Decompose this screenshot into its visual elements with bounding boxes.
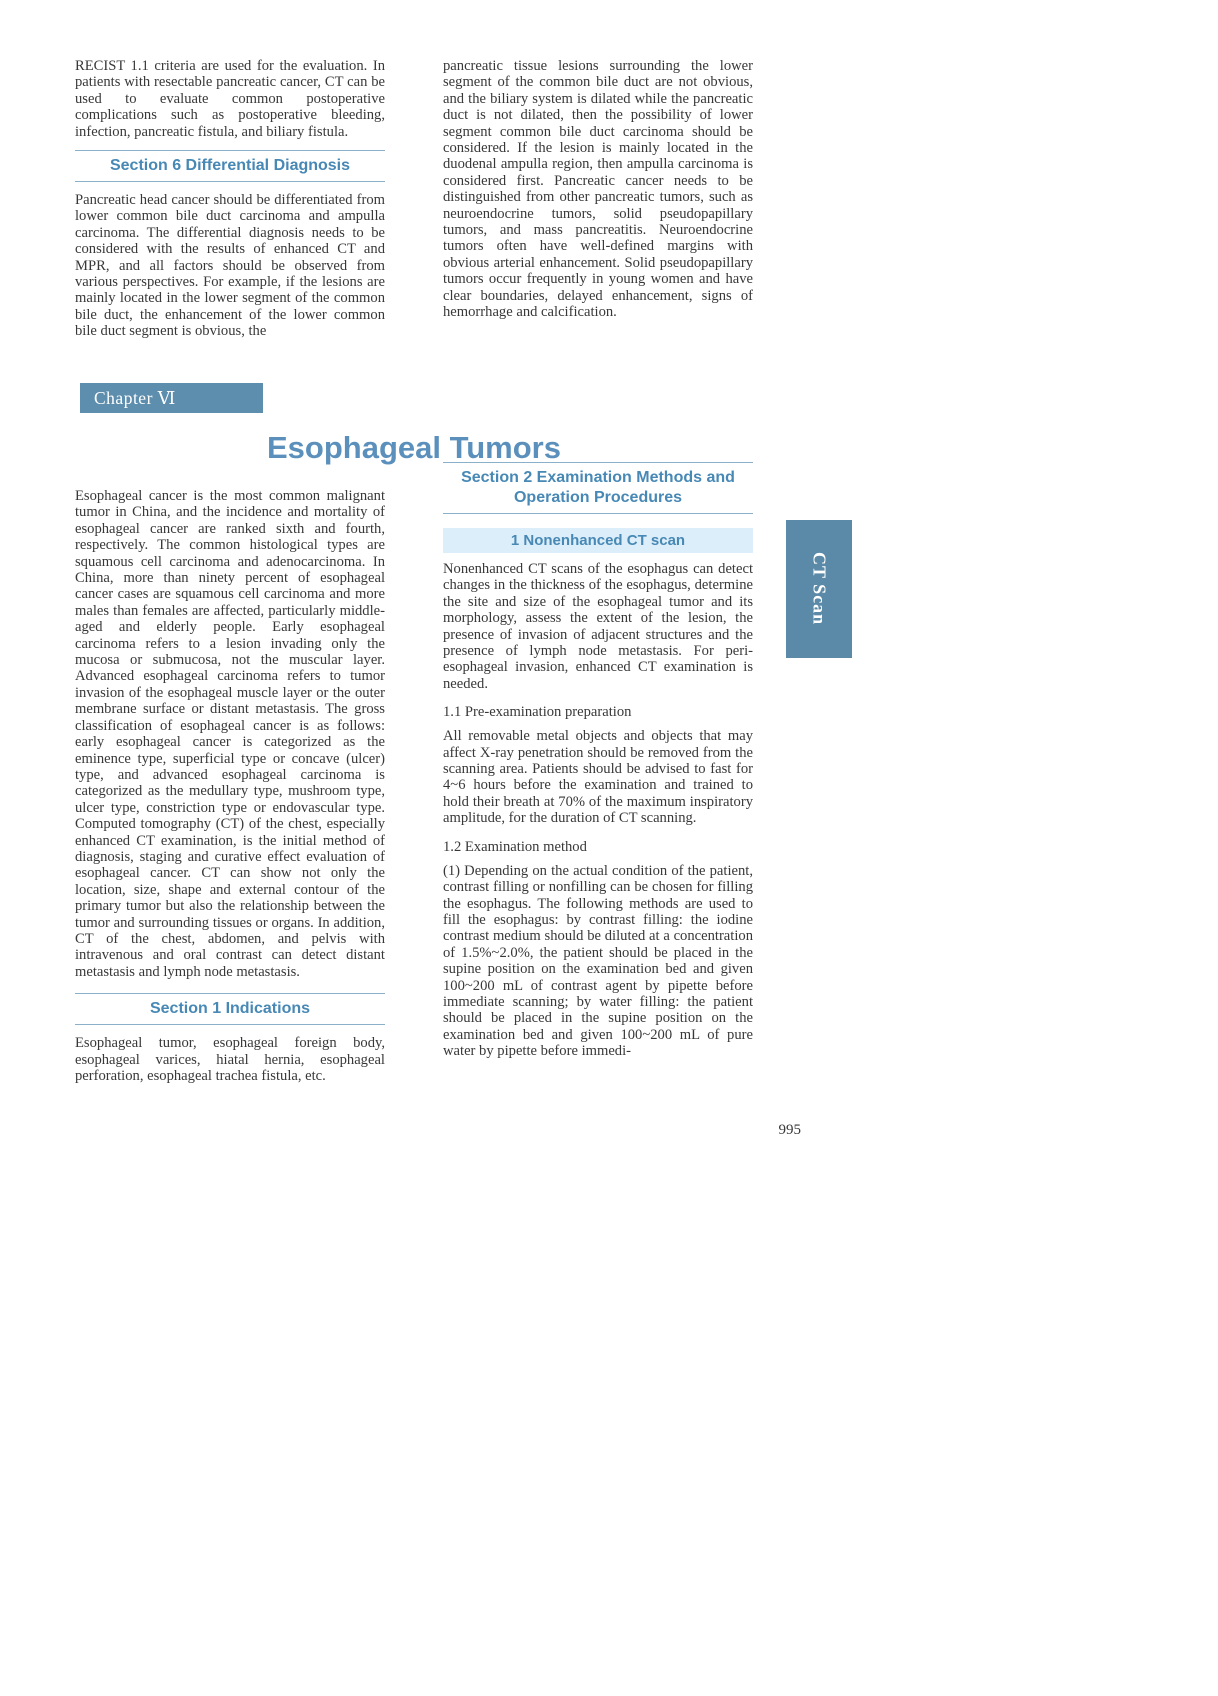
paragraph: Pancreatic head cancer should be differentiated from lower common bile duct carcinoma and ampulla carcinoma. The differential diagnosis needs to be considered with the results of enhanced CT and MPR, and all factors should be observed from various perspectives. For example, if the lesions are mainly located in the lower segment of the common bile duct, the enhancement of the lower common bile duct segment is obvious, the: [75, 192, 385, 340]
chapter-banner: Chapter Ⅵ: [80, 383, 263, 413]
paragraph: pancreatic tissue lesions surrounding the lower segment of the common bile duct are not obvious, and the biliary system is dilated while the pancreatic duct is not dilated, then the possibility of lower segment common bile duct carcinoma should be considered. If the lesion is mainly located in the duodenal ampulla region, then ampulla carcinoma is considered first. Pancreatic cancer needs to be distinguished from other pancreatic tumors, such as neuroendocrine tumors, solid pseudopapillary tumors, and mass pancreatitis. Neuroendocrine tumors often have well-defined margins with obvious arterial enhancement. Solid pseudopapillary tumors occur frequently in young women and have clear boundaries, delayed enhancement, signs of hemorrhage and calcification.: [443, 58, 753, 321]
main-left-column: [75, 462, 385, 1084]
chapter-body: [75, 462, 753, 1084]
section-6-heading-block: [75, 150, 385, 182]
section-heading: [443, 463, 753, 513]
main-right-column: [443, 462, 753, 1084]
paragraph: All removable metal objects and objects that may affect X-ray penetration should be removed from the scanning area. Patients should be advised to fast for 4~6 hours before the examination and trained to hold their breath at 70% of the maximum inspiratory amplitude, for the duration of CT scanning.: [443, 728, 753, 827]
chapter-title: Esophageal Tumors: [267, 430, 561, 465]
heading-rule: [75, 1024, 385, 1025]
paragraph: Esophageal tumor, esophageal foreign body, esophageal varices, hiatal hernia, esophageal perforation, esophageal trachea fistula, etc.: [75, 1035, 385, 1084]
section-heading: Section 1 Indications: [149, 1000, 311, 1018]
section-2-heading-block: [443, 462, 753, 514]
heading-rule: [75, 181, 385, 182]
section-heading: Section 6 Differential Diagnosis: [109, 157, 351, 175]
side-tab-label: CT Scan: [809, 552, 830, 626]
previous-chapter-end: [75, 58, 753, 340]
subheading-1-2: 1.2 Examination method: [443, 838, 587, 855]
paragraph: Nonenhanced CT scans of the esophagus can detect changes in the thickness of the esophagus, determine the site and size of the esophageal tumor and its morphology, assess the extent of the lesion, the presence of invasion of adjacent structures and the presence of lymph node metastasis. For peri-esophageal invasion, enhanced CT examination is needed.: [443, 561, 753, 692]
side-index-tab: [786, 520, 852, 658]
chapter-intro-paragraph: Esophageal cancer is the most common malignant tumor in China, and the incidence and mortality of esophageal cancer are ranked sixth and fourth, respectively. The common histological types are squamous cell carcinoma and adenocarcinoma. In China, more than ninety percent of esophageal cancer cases are squamous cell carcinoma and more males than females are affected, particularly middle-aged and elderly people. Early esophageal carcinoma refers to a lesion invading only the mucosa or submucosa, not the muscular layer. Advanced esophageal carcinoma refers to tumor invasion of the esophageal muscle layer or the outer membrane surface or distant metastasis. The gross classification of esophageal cancer is as follows: early esophageal cancer is categorized as the eminence type, superficial type or concave (ulcer) type, and advanced esophageal carcinoma is categorized as the medullary type, mushroom type, ulcer type, constriction type or endovascular type. Computed tomography (CT) of the chest, especially enhanced CT examination, is the initial method of diagnosis, staging and curative effect evaluation of esophageal cancer. CT can show not only the location, size, shape and external contour of the primary tumor but also the relationship between the tumor and surrounding tissues or organs. In addition, CT of the chest, abdomen, and pelvis with intravenous and oral contrast can detect distant metastasis and lymph node metastasis.: [75, 488, 385, 980]
heading-rule: [443, 513, 753, 514]
top-right-column: [443, 58, 753, 340]
section-heading-line-1: Section 2 Examination Methods and: [461, 469, 735, 486]
paragraph: (1) Depending on the actual condition of the patient, contrast filling or nonfilling can be chosen for filling the esophagus. The following methods are used to fill the esophagus: by contrast filling: the iodine contrast medium should be diluted at a concentration of 1.5%~2.0%, the patient should be placed in the supine position on the examination bed and given 100~200 mL of contrast agent by pipette before immediate scanning; by water filling: the patient should be placed in the supine position on the examination bed and given 100~200 mL of pure water by pipette before immedi-: [443, 862, 753, 1060]
subsection-1-heading: 1 Nonenhanced CT scan: [443, 528, 753, 553]
section-1-heading-block: [75, 993, 385, 1025]
subheading-1-1: 1.1 Pre-examination preparation: [443, 704, 632, 721]
section-heading-line-2: Operation Procedures: [513, 489, 683, 506]
paragraph: RECIST 1.1 criteria are used for the evaluation. In patients with resectable pancreatic cancer, CT can be used to evaluate common postoperative complications such as postoperative bleeding, infection, pancreatic fistula, and biliary fistula.: [75, 58, 385, 140]
page-number: 995: [778, 1122, 801, 1138]
top-left-column: [75, 58, 385, 340]
